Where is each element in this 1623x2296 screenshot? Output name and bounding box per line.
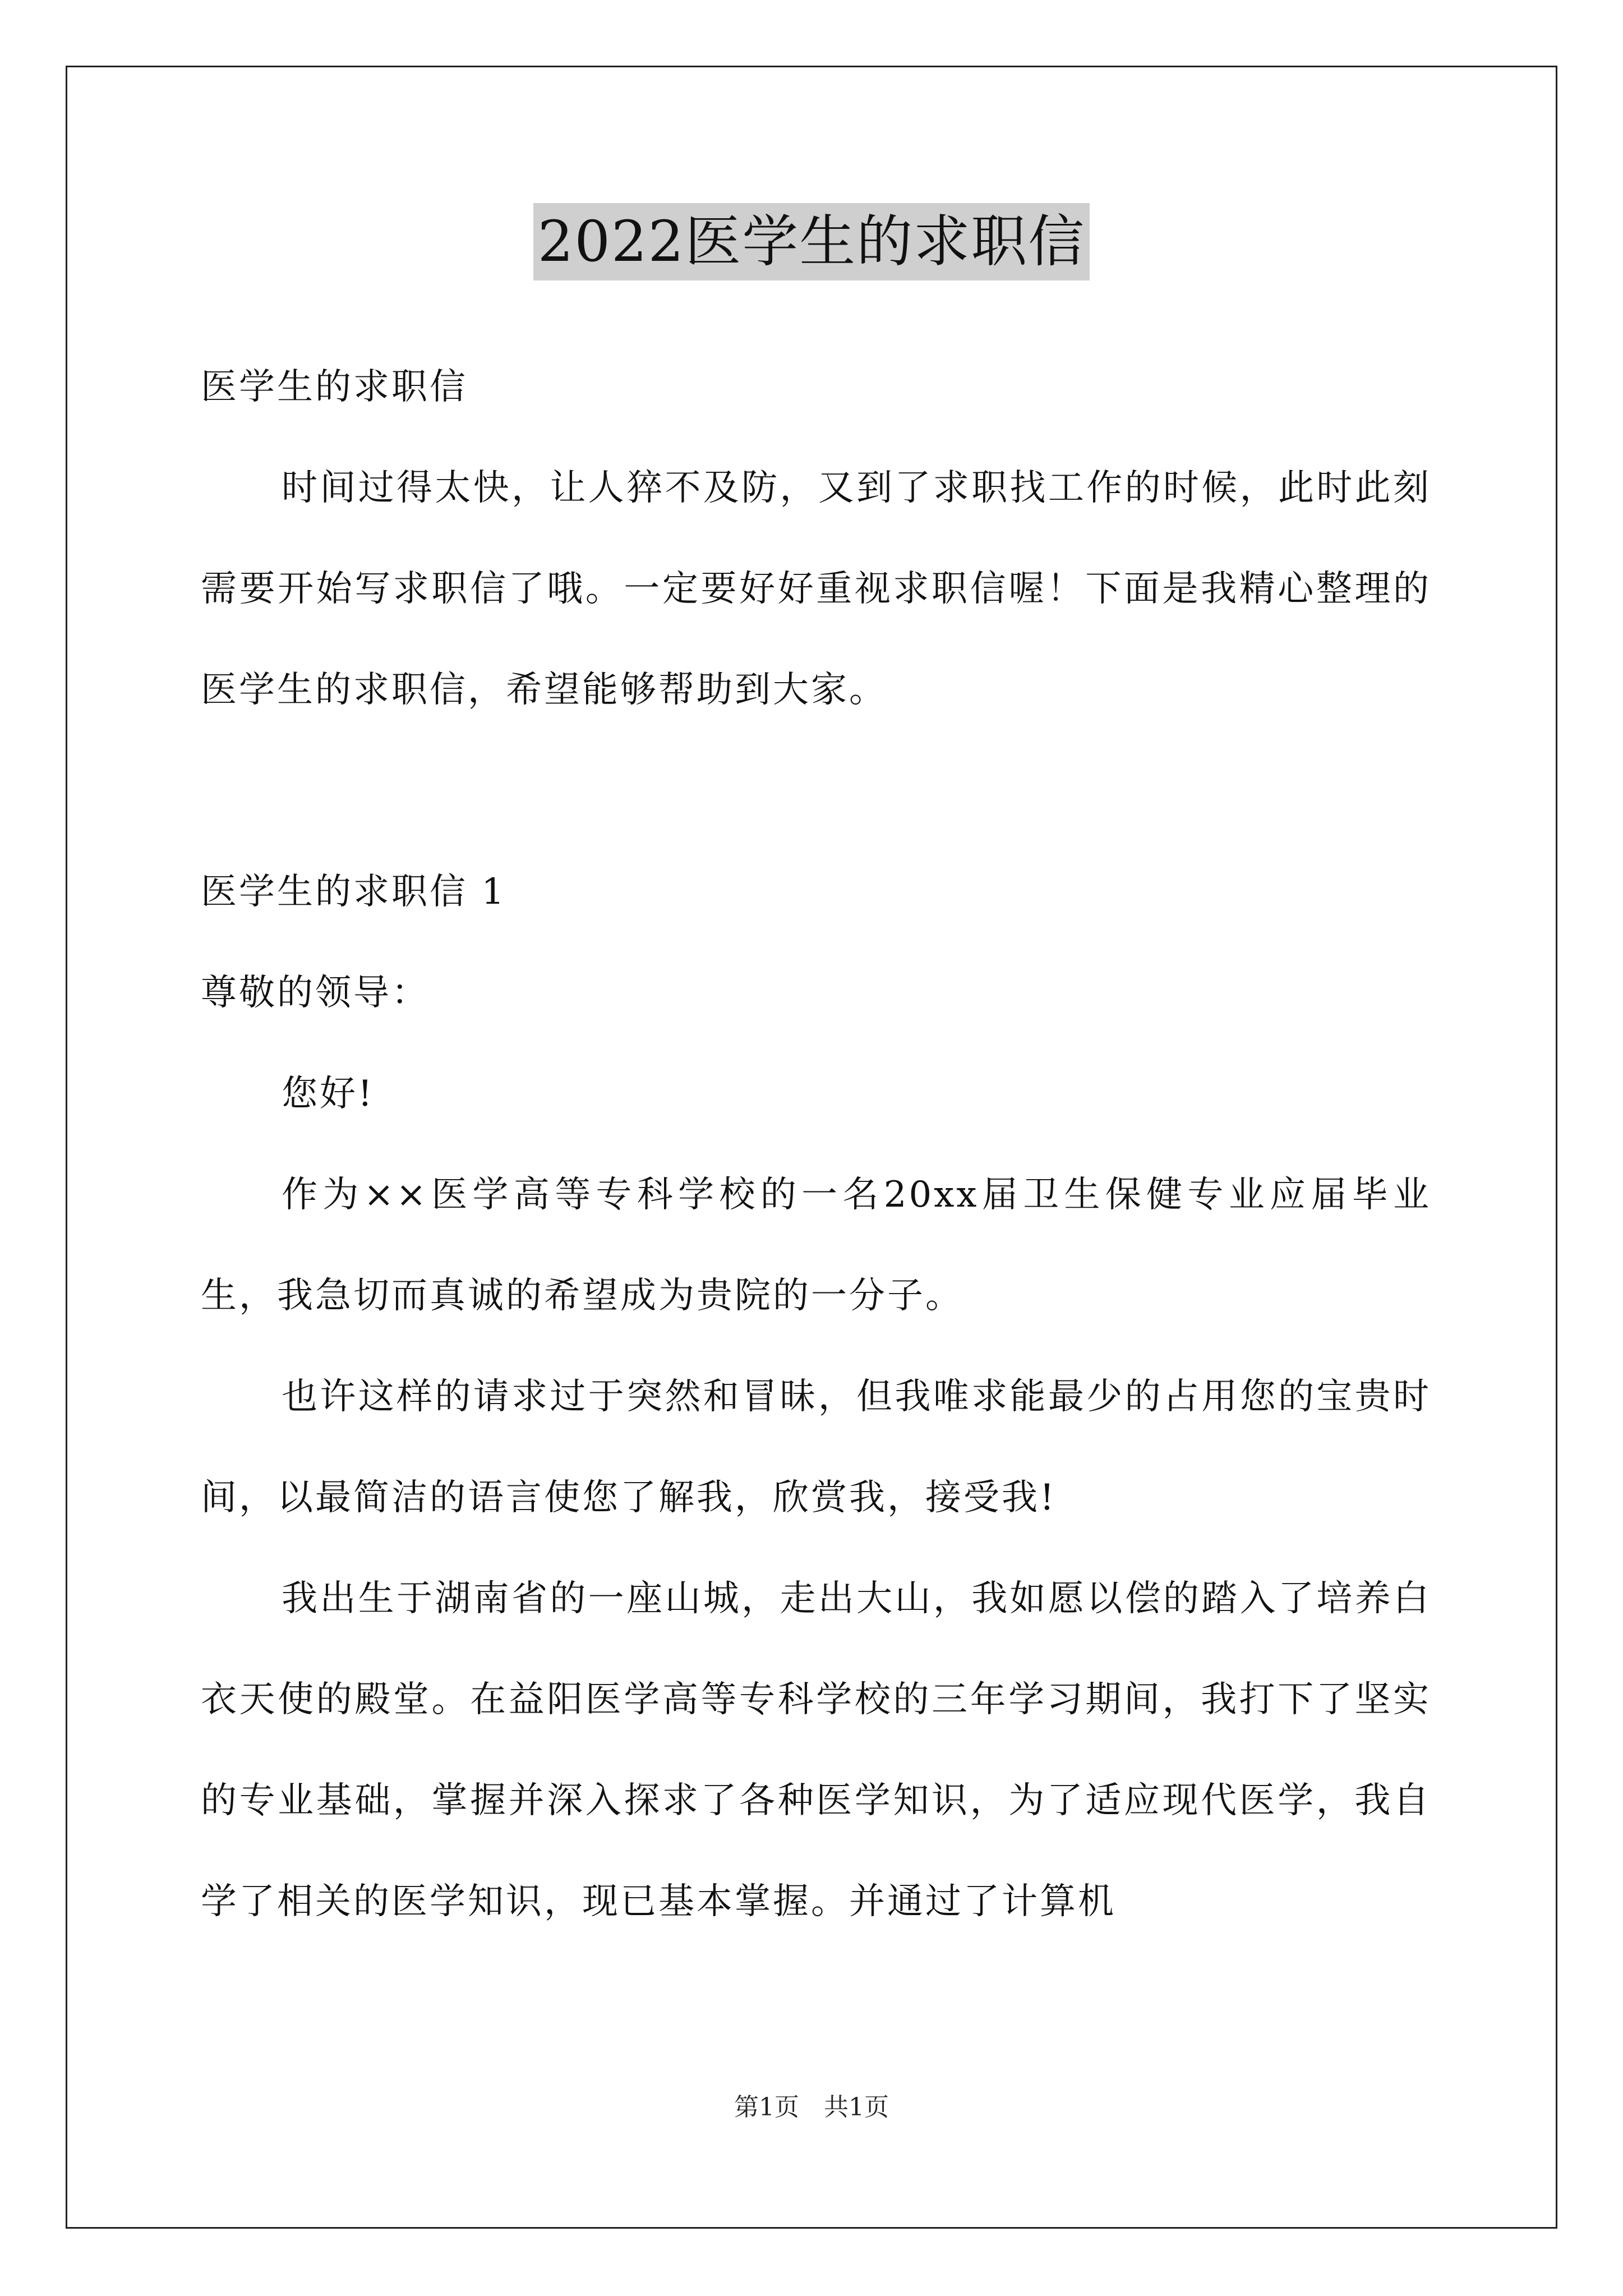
paragraph-body: 也许这样的请求过于突然和冒昧，但我唯求能最少的占用您的宝贵时间，以最简洁的语言使您了解我，欣赏我，接受我!: [201, 1376, 1431, 1519]
paragraph-intro: 时间过得太快，让人猝不及防，又到了求职找工作的时候，此时此刻需要开始写求职信了哦。一定要好好重视求职信喔！下面是我精心整理的医学生的求职信，希望能够帮助到大家。: [201, 467, 1431, 711]
paragraph-heading: 医学生的求职信: [201, 366, 468, 408]
document-title: 2022医学生的求职信: [533, 203, 1090, 280]
paragraph-body: 我出生于湖南省的一座山城，走出大山，我如愿以偿的踏入了培养白衣天使的殿堂。在益阳医学高等专科学校的三年学习期间，我打下了坚实的专业基础，掌握并深入探求了各种医学知识，为了适应现代医学，我自学了相关的医学知识，现已基本掌握。并通过了计算机: [201, 1578, 1431, 1922]
paragraph-greeting: 您好!: [282, 1073, 375, 1115]
blank-line: [201, 740, 1431, 841]
page-footer: 第1页 共1页: [734, 2093, 889, 2122]
document-body: [201, 337, 1431, 1952]
paragraph-body: 作为××医学高等专科学校的一名20xx届卫生保健专业应届毕业生，我急切而真诚的希望成为贵院的一分子。: [201, 1174, 1431, 1317]
title-container: [0, 203, 1623, 280]
paragraph-letter-title: 医学生的求职信 1: [201, 871, 507, 913]
paragraph-salutation: 尊敬的领导：: [201, 972, 430, 1014]
